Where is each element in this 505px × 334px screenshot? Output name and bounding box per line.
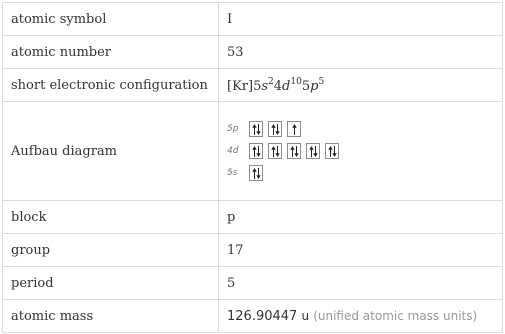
table-row — [3, 36, 503, 69]
orbital-box — [287, 143, 301, 159]
row-label-atomic-symbol: atomic symbol — [3, 3, 219, 36]
orbital-row-5s — [227, 165, 502, 181]
atomic-mass-unit-name: (unified atomic mass units) — [313, 308, 478, 323]
atomic-mass-number: 126.90447 — [227, 308, 298, 324]
table-row — [3, 300, 503, 333]
configuration-value — [219, 69, 503, 102]
orbital-box — [268, 121, 282, 137]
orbital-label: 5p — [227, 123, 239, 134]
table-row — [3, 3, 503, 36]
spin-down-arrow-icon — [256, 124, 261, 135]
aufbau-container — [227, 117, 502, 185]
block-value: p — [219, 201, 503, 234]
orbital-box — [306, 143, 320, 159]
orbital-box — [268, 143, 282, 159]
atomic-mass-value — [219, 300, 503, 333]
spin-up-arrow-icon — [292, 124, 297, 135]
row-label-group: group — [3, 234, 219, 267]
table-row — [3, 69, 503, 102]
period-value: 5 — [219, 267, 503, 300]
configuration-term: $4d^{10}$ — [273, 76, 302, 94]
spin-down-arrow-icon — [275, 124, 280, 135]
table-row — [3, 102, 503, 201]
orbital-row-5p — [227, 121, 502, 137]
atomic-symbol-value: I — [219, 3, 503, 36]
table-row — [3, 234, 503, 267]
orbital-box — [249, 121, 263, 137]
row-label-aufbau: Aufbau diagram — [3, 102, 219, 201]
row-label-block: block — [3, 201, 219, 234]
aufbau-diagram — [219, 102, 503, 201]
orbital-label: 4d — [227, 145, 239, 156]
orbital-label: 5s — [227, 167, 238, 178]
spin-down-arrow-icon — [313, 146, 318, 157]
spin-down-arrow-icon — [294, 146, 299, 157]
orbital-box — [249, 165, 263, 181]
spin-down-arrow-icon — [332, 146, 337, 157]
configuration-term: $5p^5$ — [301, 76, 325, 94]
row-label-configuration: short electronic configuration — [3, 69, 219, 102]
atomic-number-value: 53 — [219, 36, 503, 69]
orbital-box — [249, 143, 263, 159]
row-label-atomic-mass: atomic mass — [3, 300, 219, 333]
configuration-term: $5s^2$ — [253, 76, 274, 94]
row-label-period: period — [3, 267, 219, 300]
spin-down-arrow-icon — [256, 168, 261, 179]
element-properties-table — [2, 2, 503, 333]
table-row — [3, 267, 503, 300]
table-row — [3, 201, 503, 234]
orbital-box — [287, 121, 301, 137]
row-label-atomic-number: atomic number — [3, 36, 219, 69]
spin-down-arrow-icon — [275, 146, 280, 157]
group-value: 17 — [219, 234, 503, 267]
spin-down-arrow-icon — [256, 146, 261, 157]
orbital-box — [325, 143, 339, 159]
atomic-mass-unit: u — [301, 308, 310, 323]
orbital-row-4d — [227, 143, 502, 159]
configuration-core: [Kr] — [227, 78, 254, 94]
